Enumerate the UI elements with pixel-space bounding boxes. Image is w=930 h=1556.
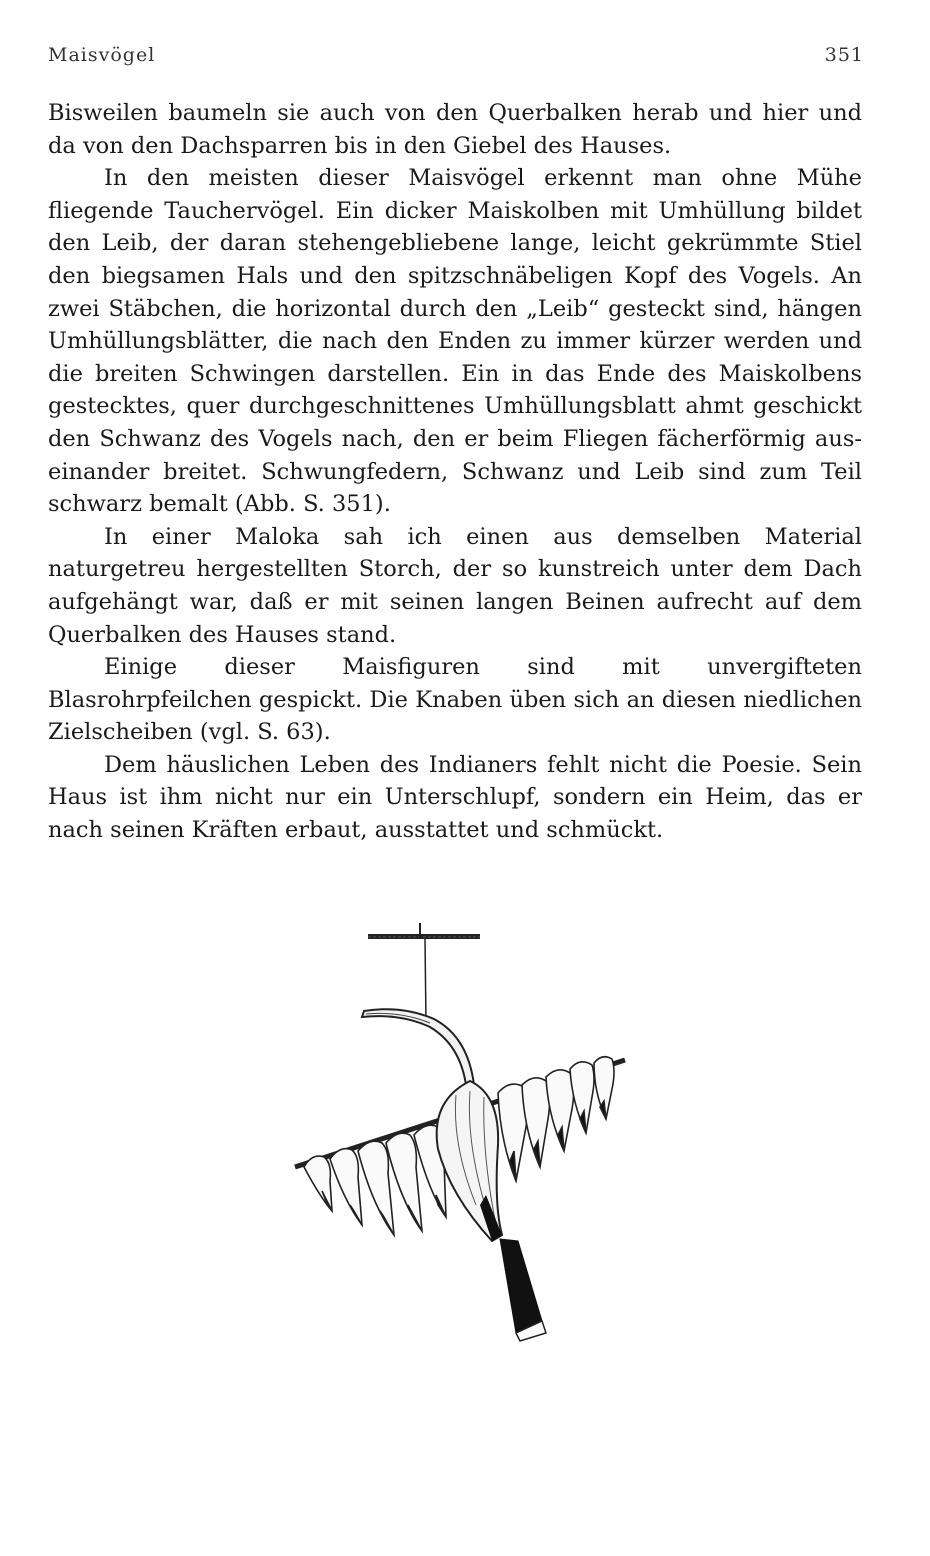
hanging-stick (368, 923, 480, 939)
paragraph-4: Einige dieser Maisfiguren sind mit unvergifteten Blasrohrpfeilchen gespickt. Die Knaben üben sich an diesen niedlichen Zielscheiben (vgl. S. 63). (48, 654, 862, 746)
bird-tail (500, 1239, 546, 1341)
paragraph-5: Dem häuslichen Leben des Indianers fehlt nicht die Poesie. Sein Haus ist ihm nicht nur ein Unterschlupf, sondern ein Heim, das er nach seinen Kräften erbaut, ausstattet und schmückt. (48, 751, 862, 844)
page-number: 351 (824, 44, 864, 66)
maize-bird-illustration (280, 905, 640, 1345)
bird-neck (362, 1009, 474, 1085)
paragraph-1: Bisweilen baumeln sie auch von den Querbalken herab und hier und da von den Dachsparren bis in den Giebel des Hauses. (48, 100, 862, 159)
maize-bird-icon (280, 905, 640, 1345)
running-head (48, 44, 864, 66)
right-wing (498, 1057, 614, 1181)
paragraph-2: In den meisten dieser Maisvögel erkennt man ohne Mühe fliegende Tauchervögel. Ein dicker Maiskolben mit Umhüllung bildet den Leib, der daran stehengebliebene lange, leicht gekrümmte Stiel den biegsamen Hals und den spitzschnäbeligen Kopf des Vogels. An zwei Stäbchen, die horizontal durch den „Leib“ gesteckt sind, hängen Umhüllungsblätter, die nach den Enden zu immer kürzer werden und die breiten Schwingen darstellen. Ein in das Ende des Maiskolbens gestecktes, quer durchgeschnittenes Umhüllungsblatt ahmt geschickt den Schwanz des Vogels nach, den er beim Fliegen fächerförmig auseinander breitet. Schwungfedern, Schwanz und Leib sind zum Teil schwarz bemalt (Abb. S. 351). (48, 165, 862, 518)
body-text (48, 97, 862, 847)
hanging-string (425, 939, 426, 1023)
left-wing (304, 1125, 446, 1235)
section-title: Maisvögel (48, 44, 156, 66)
paragraph-3: In einer Maloka sah ich einen aus demselben Material naturgetreu hergestellten Storch, der so kunstreich unter dem Dach aufgehängt war, daß er mit seinen langen Beinen aufrecht auf dem Querbalken des Hauses stand. (48, 523, 862, 648)
